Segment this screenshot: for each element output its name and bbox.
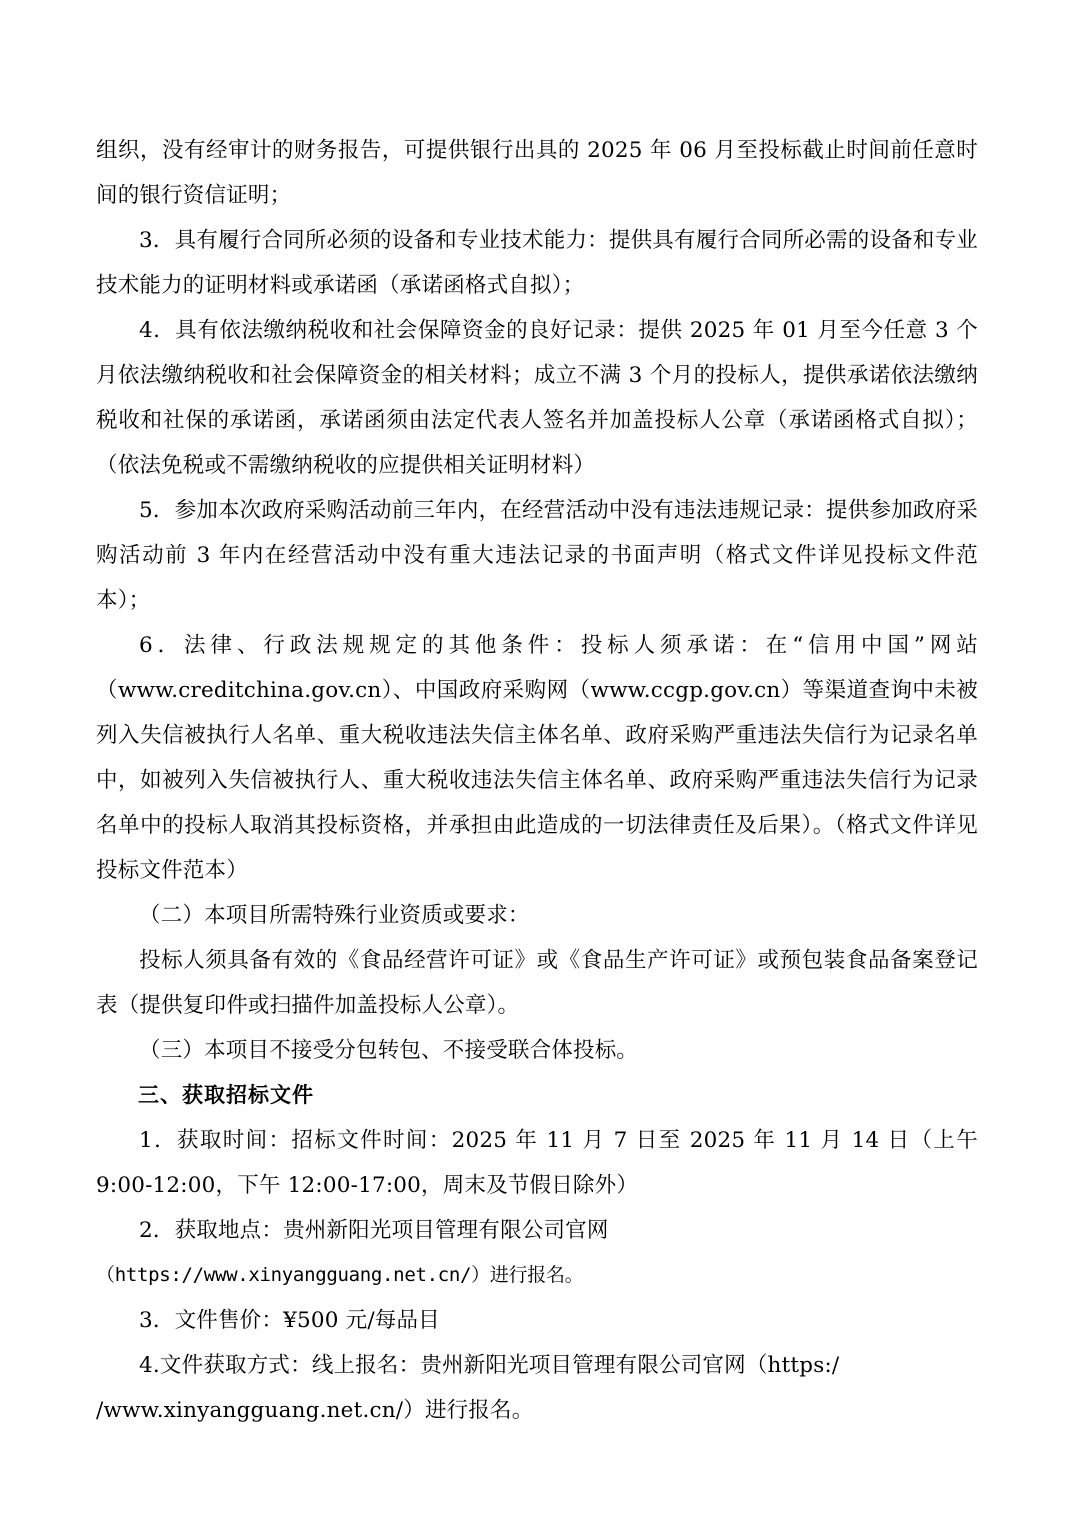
paragraph-acquire-method: 4.文件获取方式：线上报名：贵州新阳光项目管理有限公司官网（https:/ bbox=[139, 1353, 840, 1378]
paragraph-food-license: 投标人须具备有效的《食品经营许可证》或《食品生产许可证》或预包装食品备案登记表（提供复印件或扫描件加盖投标人公章）。 bbox=[96, 948, 978, 1018]
paragraph-acquire-method-continued: /www.xinyangguang.net.cn/）进行报名。 bbox=[96, 1398, 534, 1423]
paragraph-item-5-no-violation: 5．参加本次政府采购活动前三年内，在经营活动中没有违法违规记录：提供参加政府采购活动前 3 年内在经营活动中没有重大违法记录的书面声明（格式文件详见投标文件范本）； bbox=[96, 498, 978, 613]
heading-section-three: 三、获取招标文件 bbox=[138, 1083, 314, 1107]
paragraph-file-price: 3．文件售价：¥500 元/每品目 bbox=[139, 1308, 440, 1333]
paragraph-acquire-place-url: （https://www.xinyangguang.net.cn/）进行报名。 bbox=[96, 1264, 584, 1286]
paragraph-section-3-no-subcontract: （三）本项目不接受分包转包、不接受联合体投标。 bbox=[139, 1038, 639, 1063]
paragraph-acquire-time: 1．获取时间：招标文件时间：2025 年 11 月 7 日至 2025 年 11 月 14 日（上午 9:00-12:00，下午 12:00-17:00，周末及节假日除外） bbox=[96, 1128, 978, 1198]
paragraph-item-4-tax-social: 4．具有依法缴纳税收和社会保障资金的良好记录：提供 2025 年 01 月至今任意 3 个月依法缴纳税收和社会保障资金的相关材料；成立不满 3 个月的投标人，提供承诺依法缴纳税收和社保的承诺函，承诺函须由法定代表人签名并加盖投标人公章（承诺函格式自拟）；（依法免税或不需缴纳税收的应提供相关证明材料） bbox=[96, 318, 978, 478]
paragraph-continuation-bank-credit: 组织，没有经审计的财务报告，可提供银行出具的 2025 年 06 月至投标截止时间前任意时间的银行资信证明； bbox=[96, 138, 978, 208]
paragraph-item-6-other-conditions: 6．法律、行政法规规定的其他条件：投标人须承诺：在“信用中国”网站（www.creditchina.gov.cn）、中国政府采购网（www.ccgp.gov.cn）等渠道查询中未被列入失信被执行人名单、重大税收违法失信主体名单、政府采购严重违法失信行为记录名单中，如被列入失信被执行人、重大税收违法失信主体名单、政府采购严重违法失信行为记录名单中的投标人取消其投标资格，并承担由此造成的一切法律责任及后果）。（格式文件详见投标文件范本） bbox=[96, 633, 978, 883]
paragraph-item-3-equipment: 3．具有履行合同所必须的设备和专业技术能力：提供具有履行合同所必需的设备和专业技术能力的证明材料或承诺函（承诺函格式自拟）； bbox=[96, 228, 978, 298]
paragraph-section-2-special-qualification: （二）本项目所需特殊行业资质或要求： bbox=[139, 903, 530, 928]
paragraph-acquire-place: 2．获取地点：贵州新阳光项目管理有限公司官网 bbox=[139, 1218, 609, 1243]
document-body bbox=[96, 128, 978, 1433]
